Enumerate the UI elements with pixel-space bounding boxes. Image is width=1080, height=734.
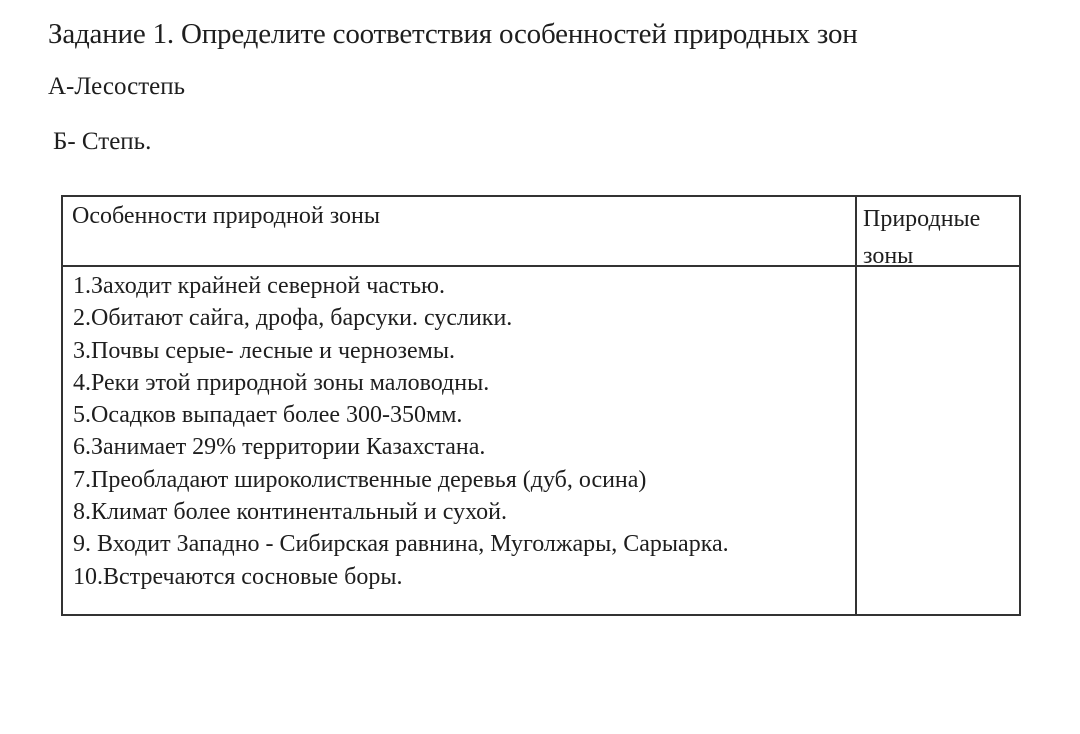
feature-item: 2.Обитают сайга, дрофа, барсуки. суслики. <box>73 305 513 332</box>
feature-item: 3.Почвы серые- лесные и черноземы. <box>73 337 455 364</box>
feature-item: 10.Встречаются сосновые боры. <box>73 563 403 590</box>
feature-item: 1.Заходит крайней северной частью. <box>73 273 445 299</box>
task-title: Задание 1. Определите соответствия особенностей природных зон <box>48 18 858 50</box>
feature-item: 8.Климат более континентальный и сухой. <box>73 499 507 526</box>
features-list <box>73 270 729 593</box>
feature-item: 4.Реки этой природной зоны маловодны. <box>73 369 490 396</box>
matching-table <box>61 195 1021 616</box>
feature-item: 5.Осадков выпадает более 300-350мм. <box>73 402 463 429</box>
feature-item: 7.Преобладают широколиственные деревья (дуб, осина) <box>73 466 647 493</box>
zones-answer-cell <box>857 267 1019 614</box>
option-a-forest-steppe: А-Лесостепь <box>48 73 185 100</box>
feature-item: 9. Входит Западно - Сибирская равнина, Муголжары, Сарыарка. <box>73 531 729 558</box>
feature-item: 6.Занимает 29% территории Казахстана. <box>73 434 486 461</box>
header-features: Особенности природной зоны <box>72 203 381 229</box>
header-natural-zones: Природные зоны <box>863 206 981 269</box>
option-b-steppe: Б- Степь. <box>53 128 152 155</box>
